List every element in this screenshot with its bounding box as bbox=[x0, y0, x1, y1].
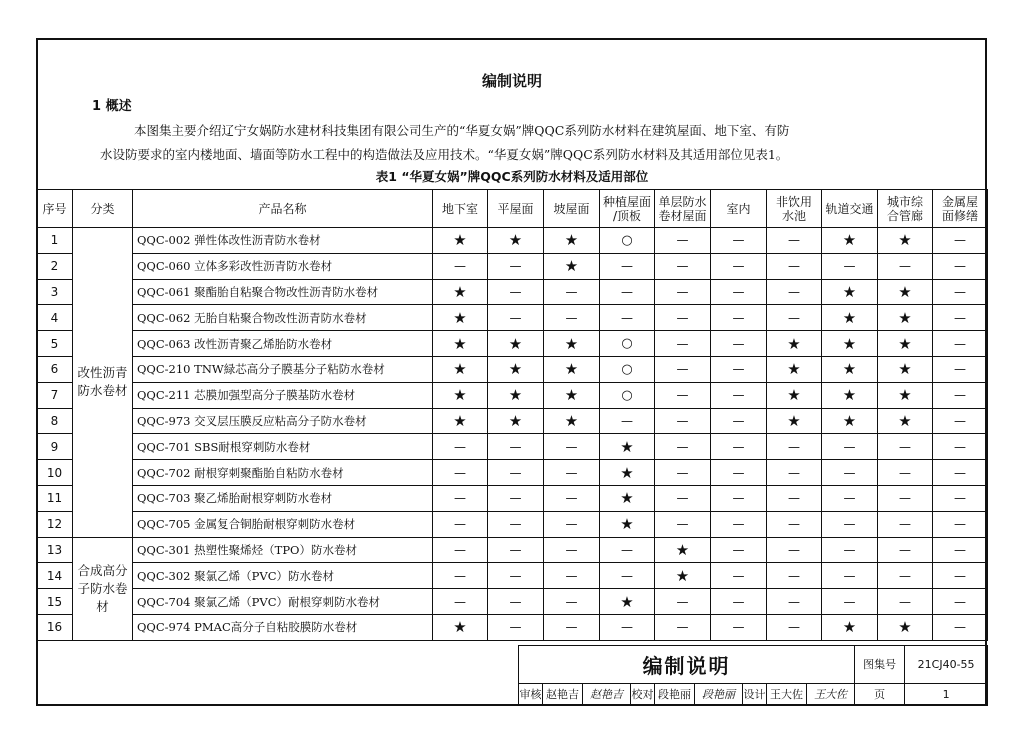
dash-mark-cell: — bbox=[711, 460, 767, 486]
dash-mark-cell: — bbox=[933, 485, 988, 511]
dash-mark-cell: — bbox=[822, 537, 878, 563]
dash-mark-cell: — bbox=[767, 485, 822, 511]
star-mark-cell: ★ bbox=[488, 356, 544, 382]
table-row bbox=[37, 253, 988, 279]
dash-mark-cell: — bbox=[433, 253, 488, 279]
star-mark-cell: ★ bbox=[488, 228, 544, 254]
star-mark-cell: ★ bbox=[600, 511, 655, 537]
dash-mark-cell: — bbox=[655, 485, 711, 511]
dash-mark-cell: — bbox=[488, 511, 544, 537]
dash-mark-cell: — bbox=[655, 434, 711, 460]
product-name: QQC-063 改性沥青聚乙烯胎防水卷材 bbox=[133, 331, 433, 357]
dash-mark-cell: — bbox=[878, 537, 933, 563]
header-cell: 单层防水 卷材屋面 bbox=[655, 190, 711, 228]
star-mark-cell: ★ bbox=[544, 331, 600, 357]
star-mark-cell: ★ bbox=[600, 434, 655, 460]
star-mark-cell: ★ bbox=[822, 279, 878, 305]
header-cell: 非饮用 水池 bbox=[767, 190, 822, 228]
star-mark-cell: ★ bbox=[544, 228, 600, 254]
star-mark-cell: ★ bbox=[600, 589, 655, 615]
row-number: 16 bbox=[37, 614, 73, 640]
dash-mark-cell: — bbox=[544, 434, 600, 460]
row-number: 1 bbox=[37, 228, 73, 254]
star-mark-cell: ★ bbox=[878, 356, 933, 382]
product-name: QQC-701 SBS耐根穿刺防水卷材 bbox=[133, 434, 433, 460]
dash-mark-cell: — bbox=[488, 460, 544, 486]
header-cell: 平屋面 bbox=[488, 190, 544, 228]
star-mark-cell: ★ bbox=[433, 614, 488, 640]
dash-mark-cell: — bbox=[933, 589, 988, 615]
circle-mark-cell: ○ bbox=[600, 356, 655, 382]
star-mark-cell: ★ bbox=[433, 228, 488, 254]
dash-mark-cell: — bbox=[933, 331, 988, 357]
star-mark-cell: ★ bbox=[878, 305, 933, 331]
dash-mark-cell: — bbox=[711, 331, 767, 357]
design-label: 设计 bbox=[743, 683, 767, 705]
category-cell: 合成高分 子防水卷 材 bbox=[73, 537, 133, 640]
table-row bbox=[37, 228, 988, 254]
dash-mark-cell: — bbox=[600, 614, 655, 640]
dash-mark-cell: — bbox=[488, 485, 544, 511]
header-cell: 产品名称 bbox=[133, 190, 433, 228]
product-name: QQC-973 交叉层压膜反应粘高分子防水卷材 bbox=[133, 408, 433, 434]
dash-mark-cell: — bbox=[655, 279, 711, 305]
page-label: 页 bbox=[855, 683, 905, 705]
table-row bbox=[37, 589, 988, 615]
dash-mark-cell: — bbox=[767, 279, 822, 305]
dash-mark-cell: — bbox=[600, 537, 655, 563]
star-mark-cell: ★ bbox=[544, 356, 600, 382]
checker-signature: 段艳丽 bbox=[695, 683, 743, 705]
page-number: 1 bbox=[905, 683, 988, 705]
header-cell: 轨道交通 bbox=[822, 190, 878, 228]
star-mark-cell: ★ bbox=[433, 382, 488, 408]
product-name: QQC-210 TNW緑芯高分子膜基分子粘防水卷材 bbox=[133, 356, 433, 382]
dash-mark-cell: — bbox=[711, 589, 767, 615]
dash-mark-cell: — bbox=[433, 434, 488, 460]
star-mark-cell: ★ bbox=[767, 331, 822, 357]
header-cell: 种植屋面 /顶板 bbox=[600, 190, 655, 228]
dash-mark-cell: — bbox=[878, 485, 933, 511]
row-number: 13 bbox=[37, 537, 73, 563]
page-title: 编制说明 bbox=[481, 72, 542, 90]
dash-mark-cell: — bbox=[655, 228, 711, 254]
dash-mark-cell: — bbox=[655, 589, 711, 615]
table-row bbox=[37, 408, 988, 434]
row-number: 7 bbox=[37, 382, 73, 408]
dash-mark-cell: — bbox=[655, 511, 711, 537]
atlas-no: 21CJ40-55 bbox=[905, 646, 988, 684]
dash-mark-cell: — bbox=[822, 511, 878, 537]
table-row bbox=[37, 460, 988, 486]
dash-mark-cell: — bbox=[711, 408, 767, 434]
table-row bbox=[37, 485, 988, 511]
dash-mark-cell: — bbox=[544, 305, 600, 331]
star-mark-cell: ★ bbox=[433, 279, 488, 305]
product-name: QQC-061 聚酯胎自粘聚合物改性沥青防水卷材 bbox=[133, 279, 433, 305]
dash-mark-cell: — bbox=[488, 434, 544, 460]
dash-mark-cell: — bbox=[488, 563, 544, 589]
dash-mark-cell: — bbox=[544, 537, 600, 563]
row-number: 12 bbox=[37, 511, 73, 537]
dash-mark-cell: — bbox=[600, 408, 655, 434]
star-mark-cell: ★ bbox=[544, 408, 600, 434]
star-mark-cell: ★ bbox=[878, 614, 933, 640]
dash-mark-cell: — bbox=[933, 460, 988, 486]
dash-mark-cell: — bbox=[600, 305, 655, 331]
dash-mark-cell: — bbox=[933, 537, 988, 563]
dash-mark-cell: — bbox=[878, 460, 933, 486]
star-mark-cell: ★ bbox=[878, 408, 933, 434]
star-mark-cell: ★ bbox=[767, 356, 822, 382]
product-name: QQC-060 立体多彩改性沥青防水卷材 bbox=[133, 253, 433, 279]
star-mark-cell: ★ bbox=[544, 253, 600, 279]
dash-mark-cell: — bbox=[655, 253, 711, 279]
section-heading: 1 概述 bbox=[92, 99, 132, 114]
row-number: 8 bbox=[37, 408, 73, 434]
row-number: 6 bbox=[37, 356, 73, 382]
star-mark-cell: ★ bbox=[488, 382, 544, 408]
star-mark-cell: ★ bbox=[822, 331, 878, 357]
dash-mark-cell: — bbox=[822, 434, 878, 460]
circle-mark-cell: ○ bbox=[600, 228, 655, 254]
header-cell: 室内 bbox=[711, 190, 767, 228]
dash-mark-cell: — bbox=[711, 279, 767, 305]
dash-mark-cell: — bbox=[711, 485, 767, 511]
dash-mark-cell: — bbox=[878, 434, 933, 460]
row-number: 2 bbox=[37, 253, 73, 279]
header-cell: 地下室 bbox=[433, 190, 488, 228]
dash-mark-cell: — bbox=[822, 589, 878, 615]
header-cell: 金属屋 面修缮 bbox=[933, 190, 988, 228]
star-mark-cell: ★ bbox=[655, 563, 711, 589]
dash-mark-cell: — bbox=[544, 485, 600, 511]
table-row bbox=[37, 356, 988, 382]
row-number: 4 bbox=[37, 305, 73, 331]
row-number: 15 bbox=[37, 589, 73, 615]
product-name: QQC-002 弹性体改性沥青防水卷材 bbox=[133, 228, 433, 254]
dash-mark-cell: — bbox=[933, 614, 988, 640]
product-name: QQC-211 芯膜加强型高分子膜基防水卷材 bbox=[133, 382, 433, 408]
product-name: QQC-062 无胎自粘聚合物改性沥青防水卷材 bbox=[133, 305, 433, 331]
dash-mark-cell: — bbox=[822, 485, 878, 511]
dash-mark-cell: — bbox=[488, 305, 544, 331]
row-number: 9 bbox=[37, 434, 73, 460]
dash-mark-cell: — bbox=[433, 589, 488, 615]
dash-mark-cell: — bbox=[822, 253, 878, 279]
header-cell: 城市综 合管廊 bbox=[878, 190, 933, 228]
dash-mark-cell: — bbox=[767, 228, 822, 254]
dash-mark-cell: — bbox=[544, 589, 600, 615]
dash-mark-cell: — bbox=[878, 563, 933, 589]
star-mark-cell: ★ bbox=[878, 382, 933, 408]
table-row bbox=[37, 305, 988, 331]
dash-mark-cell: — bbox=[488, 537, 544, 563]
dash-mark-cell: — bbox=[711, 382, 767, 408]
dash-mark-cell: — bbox=[933, 408, 988, 434]
category-cell: 改性沥青 防水卷材 bbox=[73, 228, 133, 538]
dash-mark-cell: — bbox=[767, 589, 822, 615]
dash-mark-cell: — bbox=[711, 305, 767, 331]
dash-mark-cell: — bbox=[711, 511, 767, 537]
dash-mark-cell: — bbox=[600, 279, 655, 305]
star-mark-cell: ★ bbox=[767, 382, 822, 408]
table-row bbox=[37, 537, 988, 563]
dash-mark-cell: — bbox=[655, 408, 711, 434]
star-mark-cell: ★ bbox=[822, 614, 878, 640]
table-row bbox=[37, 279, 988, 305]
star-mark-cell: ★ bbox=[822, 408, 878, 434]
star-mark-cell: ★ bbox=[878, 279, 933, 305]
table-row bbox=[37, 331, 988, 357]
dash-mark-cell: — bbox=[933, 382, 988, 408]
designer-signature: 王大佐 bbox=[807, 683, 855, 705]
dash-mark-cell: — bbox=[933, 511, 988, 537]
dash-mark-cell: — bbox=[488, 589, 544, 615]
star-mark-cell: ★ bbox=[822, 305, 878, 331]
dash-mark-cell: — bbox=[933, 253, 988, 279]
dash-mark-cell: — bbox=[655, 356, 711, 382]
row-number: 11 bbox=[37, 485, 73, 511]
dash-mark-cell: — bbox=[711, 356, 767, 382]
row-number: 14 bbox=[37, 563, 73, 589]
table-row bbox=[37, 511, 988, 537]
row-number: 10 bbox=[37, 460, 73, 486]
dash-mark-cell: — bbox=[655, 331, 711, 357]
table-row bbox=[37, 434, 988, 460]
dash-mark-cell: — bbox=[488, 614, 544, 640]
dash-mark-cell: — bbox=[600, 253, 655, 279]
dash-mark-cell: — bbox=[933, 356, 988, 382]
dash-mark-cell: — bbox=[822, 460, 878, 486]
star-mark-cell: ★ bbox=[488, 408, 544, 434]
star-mark-cell: ★ bbox=[600, 485, 655, 511]
checker-name: 段艳丽 bbox=[655, 683, 695, 705]
dash-mark-cell: — bbox=[933, 228, 988, 254]
dash-mark-cell: — bbox=[767, 434, 822, 460]
dash-mark-cell: — bbox=[433, 537, 488, 563]
dash-mark-cell: — bbox=[488, 279, 544, 305]
dash-mark-cell: — bbox=[878, 589, 933, 615]
materials-table bbox=[36, 189, 988, 641]
dash-mark-cell: — bbox=[933, 434, 988, 460]
reviewer-name: 赵艳吉 bbox=[543, 683, 583, 705]
reviewer-signature: 赵艳吉 bbox=[583, 683, 631, 705]
dash-mark-cell: — bbox=[544, 279, 600, 305]
dash-mark-cell: — bbox=[711, 563, 767, 589]
table-header-row bbox=[37, 190, 988, 228]
star-mark-cell: ★ bbox=[433, 408, 488, 434]
row-number: 5 bbox=[37, 331, 73, 357]
dash-mark-cell: — bbox=[711, 614, 767, 640]
star-mark-cell: ★ bbox=[433, 305, 488, 331]
product-name: QQC-301 热塑性聚烯烃（TPO）防水卷材 bbox=[133, 537, 433, 563]
title-block bbox=[518, 645, 987, 706]
dash-mark-cell: — bbox=[878, 511, 933, 537]
star-mark-cell: ★ bbox=[822, 228, 878, 254]
row-number: 3 bbox=[37, 279, 73, 305]
dash-mark-cell: — bbox=[711, 228, 767, 254]
star-mark-cell: ★ bbox=[544, 382, 600, 408]
star-mark-cell: ★ bbox=[822, 356, 878, 382]
product-name: QQC-705 金属复合铜胎耐根穿刺防水卷材 bbox=[133, 511, 433, 537]
table-row bbox=[37, 614, 988, 640]
dash-mark-cell: — bbox=[544, 460, 600, 486]
dash-mark-cell: — bbox=[822, 563, 878, 589]
title-block-title: 编制说明 bbox=[519, 646, 855, 684]
star-mark-cell: ★ bbox=[822, 382, 878, 408]
atlas-no-label: 图集号 bbox=[855, 646, 905, 684]
dash-mark-cell: — bbox=[767, 511, 822, 537]
dash-mark-cell: — bbox=[711, 537, 767, 563]
dash-mark-cell: — bbox=[655, 305, 711, 331]
circle-mark-cell: ○ bbox=[600, 331, 655, 357]
dash-mark-cell: — bbox=[767, 614, 822, 640]
table-row bbox=[37, 382, 988, 408]
dash-mark-cell: — bbox=[433, 563, 488, 589]
dash-mark-cell: — bbox=[655, 382, 711, 408]
designer-name: 王大佐 bbox=[767, 683, 807, 705]
product-name: QQC-974 PMAC高分子自粘胶膜防水卷材 bbox=[133, 614, 433, 640]
star-mark-cell: ★ bbox=[488, 331, 544, 357]
dash-mark-cell: — bbox=[711, 434, 767, 460]
dash-mark-cell: — bbox=[767, 253, 822, 279]
star-mark-cell: ★ bbox=[600, 460, 655, 486]
dash-mark-cell: — bbox=[433, 460, 488, 486]
dash-mark-cell: — bbox=[544, 563, 600, 589]
check-label: 校对 bbox=[631, 683, 655, 705]
dash-mark-cell: — bbox=[544, 511, 600, 537]
star-mark-cell: ★ bbox=[433, 331, 488, 357]
dash-mark-cell: — bbox=[433, 511, 488, 537]
dash-mark-cell: — bbox=[933, 563, 988, 589]
dash-mark-cell: — bbox=[544, 614, 600, 640]
review-label: 审核 bbox=[519, 683, 543, 705]
dash-mark-cell: — bbox=[433, 485, 488, 511]
dash-mark-cell: — bbox=[767, 460, 822, 486]
star-mark-cell: ★ bbox=[878, 228, 933, 254]
dash-mark-cell: — bbox=[655, 460, 711, 486]
dash-mark-cell: — bbox=[655, 614, 711, 640]
intro-paragraph-line-1: 本图集主要介绍辽宁女娲防水建材科技集团有限公司生产的“华夏女娲”牌QQC系列防水材料在建筑屋面、地下室、有防 bbox=[134, 123, 790, 138]
star-mark-cell: ★ bbox=[767, 408, 822, 434]
header-cell: 序号 bbox=[37, 190, 73, 228]
product-name: QQC-302 聚氯乙烯（PVC）防水卷材 bbox=[133, 563, 433, 589]
header-cell: 分类 bbox=[73, 190, 133, 228]
dash-mark-cell: — bbox=[711, 253, 767, 279]
star-mark-cell: ★ bbox=[655, 537, 711, 563]
table-caption: 表1 “华夏女娲”牌QQC系列防水材料及适用部位 bbox=[375, 169, 649, 184]
circle-mark-cell: ○ bbox=[600, 382, 655, 408]
product-name: QQC-704 聚氯乙烯（PVC）耐根穿刺防水卷材 bbox=[133, 589, 433, 615]
dash-mark-cell: — bbox=[767, 537, 822, 563]
star-mark-cell: ★ bbox=[878, 331, 933, 357]
intro-paragraph-line-2: 水设防要求的室内楼地面、墙面等防水工程中的构造做法及应用技术。“华夏女娲”牌QQC系列防水材料及其适用部位见表1。 bbox=[100, 147, 789, 162]
dash-mark-cell: — bbox=[767, 305, 822, 331]
dash-mark-cell: — bbox=[767, 563, 822, 589]
table-row bbox=[37, 563, 988, 589]
star-mark-cell: ★ bbox=[433, 356, 488, 382]
header-cell: 坡屋面 bbox=[544, 190, 600, 228]
dash-mark-cell: — bbox=[878, 253, 933, 279]
dash-mark-cell: — bbox=[488, 253, 544, 279]
dash-mark-cell: — bbox=[600, 563, 655, 589]
product-name: QQC-703 聚乙烯胎耐根穿刺防水卷材 bbox=[133, 485, 433, 511]
dash-mark-cell: — bbox=[933, 305, 988, 331]
product-name: QQC-702 耐根穿刺聚酯胎自粘防水卷材 bbox=[133, 460, 433, 486]
dash-mark-cell: — bbox=[933, 279, 988, 305]
